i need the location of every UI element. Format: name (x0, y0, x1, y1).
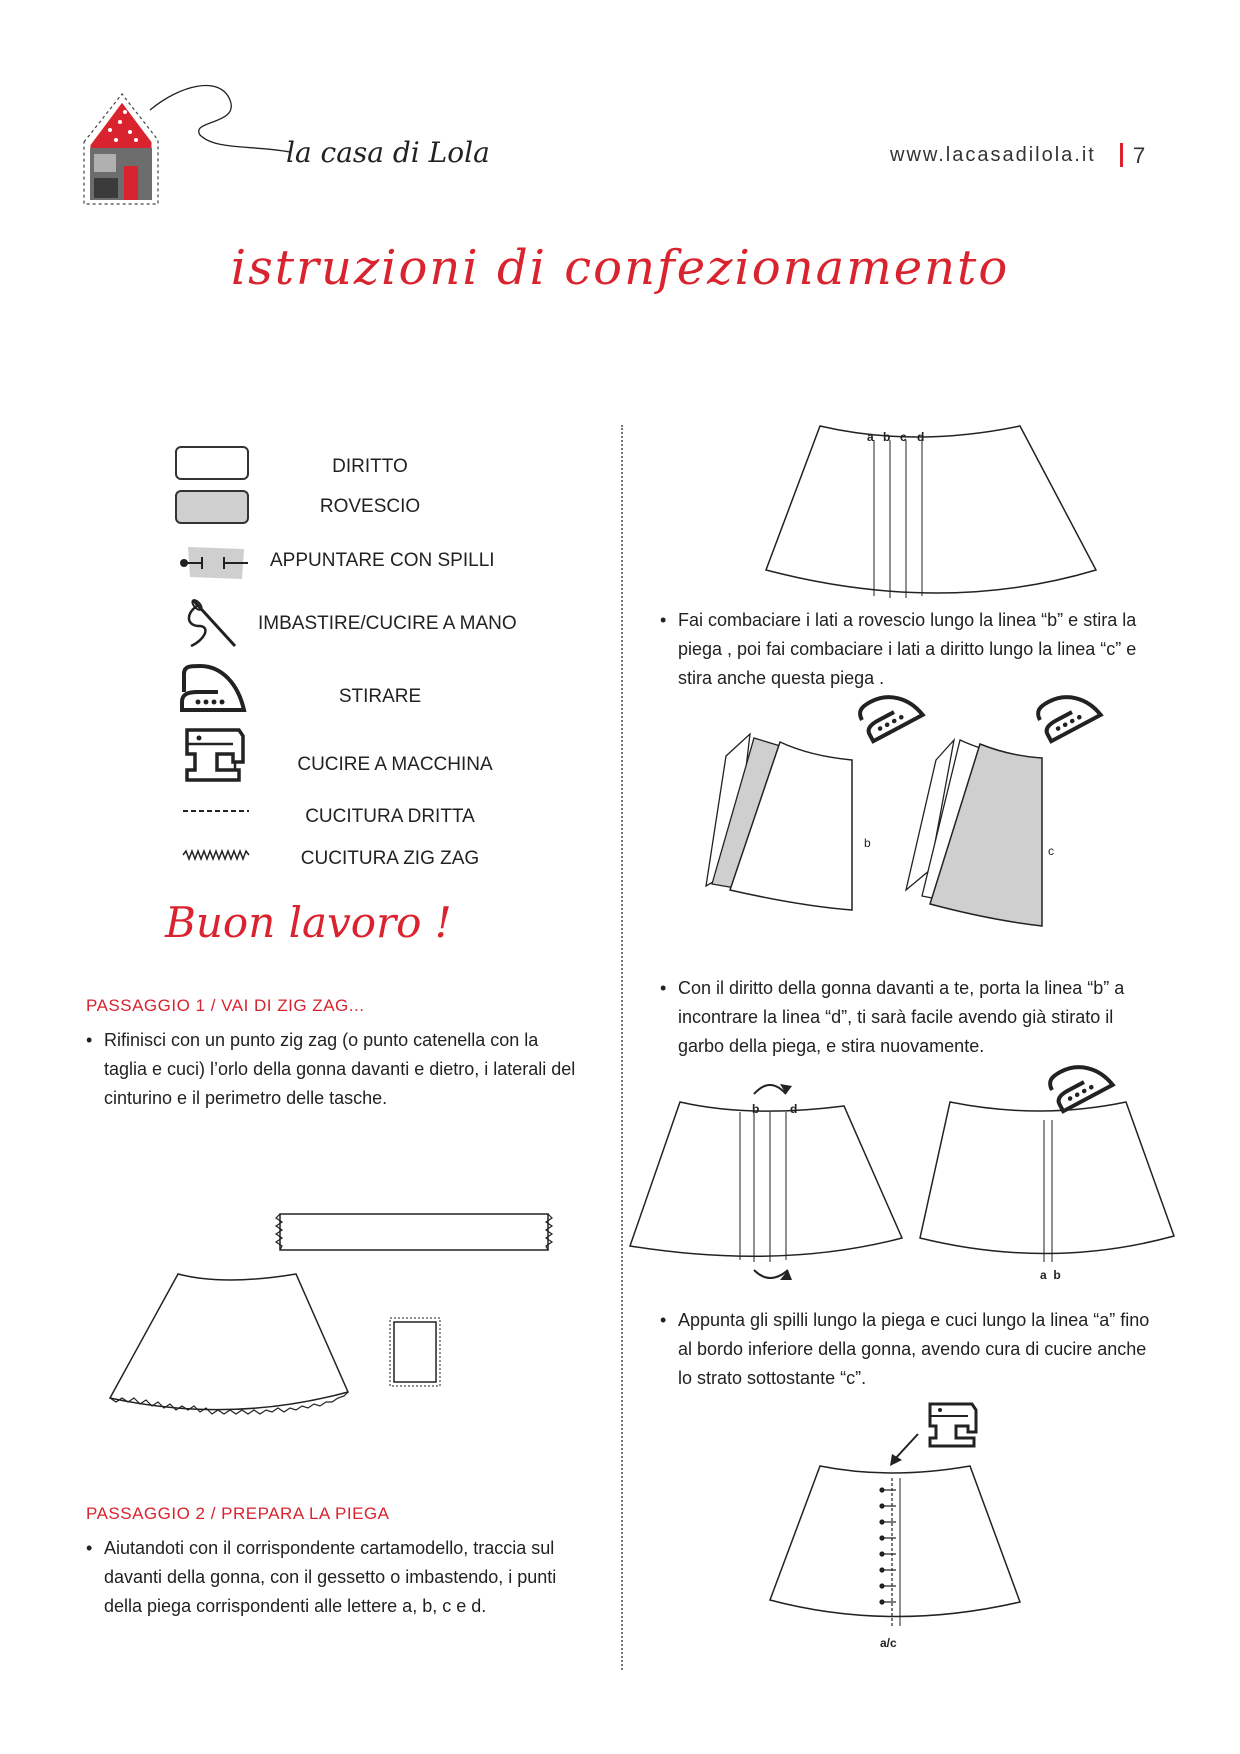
step1-title: PASSAGGIO 1 / VAI DI ZIG ZAG... (86, 996, 365, 1015)
fig1-label-b: b (883, 430, 891, 444)
page-number: 7 (1133, 143, 1146, 168)
instruction1: • Fai combaciare i lati a rovescio lungo la linea “b” e stira la piega , poi fai combaciare i lati a diritto lungo la linea “c” e stira anche questa piega . (660, 606, 1160, 693)
fig3-label-ab: a b (1040, 1268, 1061, 1282)
fig1-skirt-pleat-lines (760, 426, 1160, 610)
fig1-label-d: d (917, 430, 925, 444)
needle-icon (183, 596, 243, 652)
dashed-line-icon (183, 808, 249, 814)
legend-label-rovescio: ROVESCIO (319, 496, 421, 517)
step1-figure (100, 1210, 560, 1430)
fig1-label-a: a (867, 430, 874, 444)
fig1-label-c: c (900, 430, 907, 444)
legend-label-imbastire: IMBASTIRE/CUCIRE A MANO (258, 613, 517, 634)
page-title: istruzioni di confezionamento (230, 240, 1010, 296)
fig2-folded-panels (690, 700, 1150, 930)
legend-label-appuntare: APPUNTARE CON SPILLI (270, 550, 495, 571)
rect-white-icon (175, 446, 249, 480)
brand-name: la casa di Lola (286, 136, 490, 169)
iron-icon (178, 664, 248, 714)
site-url[interactable]: www.lacasadilola.it (890, 144, 1096, 166)
house-logo (80, 80, 260, 220)
step2-text: • Aiutandoti con il corrispondente cartamodello, traccia sul davanti della gonna, con il gessetto o imbastendo, i punti della piega corrispondenti alle lettere a, b, c e d. (86, 1534, 586, 1621)
zigzag-line-icon (183, 850, 249, 860)
fig4-sew-pleat (770, 1396, 1030, 1636)
fig3-label-d: d (790, 1102, 798, 1116)
rect-grey-icon (175, 490, 249, 524)
sewing-machine-icon (183, 724, 249, 784)
instruction2: • Con il diritto della gonna davanti a te, porta la linea “b” a incontrare la linea “d”, ti sarà facile avendo già stirato il garbo della piega, e stira nuovamente. (660, 974, 1160, 1061)
legend-label-diritto: DIRITTO (332, 456, 408, 477)
step2-title: PASSAGGIO 2 / PREPARA LA PIEGA (86, 1504, 390, 1523)
column-divider (621, 425, 623, 1670)
fig3-pleat-fold (630, 1070, 1170, 1290)
fig3-label-b: b (752, 1102, 760, 1116)
instruction3-text: Appunta gli spilli lungo la piega e cuci lungo la linea “a” fino al bordo inferiore della gonna, avendo cura di cucire anche lo strato sottostante “c”. (678, 1310, 1150, 1388)
legend-label-zigzag: CUCITURA ZIG ZAG (300, 848, 480, 869)
legend-label-dritta: CUCITURA DRITTA (305, 806, 475, 827)
fig2-label-c: c (1048, 844, 1054, 858)
closing-text: Buon lavoro ! (165, 898, 452, 947)
pin-icon (178, 545, 250, 581)
page-bar (1120, 143, 1123, 167)
instruction1-text: Fai combaciare i lati a rovescio lungo la linea “b” e stira la piega , poi fai combaciare i lati a diritto lungo la linea “c” e stira anche questa piega . (678, 610, 1137, 688)
legend-label-stirare: STIRARE (338, 686, 422, 707)
fig4-label-ac: a/c (880, 1636, 897, 1650)
instruction2-text: Con il diritto della gonna davanti a te, porta la linea “b” a incontrare la linea “d”, ti sarà facile avendo già stirato il garbo della piega, e stira nuovamente. (678, 978, 1125, 1056)
instruction3: • Appunta gli spilli lungo la piega e cuci lungo la linea “a” fino al bordo inferiore della gonna, avendo cura di cucire anche lo strato sottostante “c”. (660, 1306, 1160, 1393)
fig2-label-b: b (864, 836, 871, 850)
step1-text: • Rifinisci con un punto zig zag (o punto catenella con la taglia e cuci) l’orlo della gonna davanti e dietro, i laterali del cinturino e il perimetro delle tasche. (86, 1026, 586, 1113)
step1-text-body: Rifinisci con un punto zig zag (o punto catenella con la taglia e cuci) l’orlo della gonna davanti e dietro, i laterali del cinturino e il perimetro delle tasche. (104, 1030, 576, 1108)
legend-label-macchina: CUCIRE A MACCHINA (297, 754, 493, 775)
step2-text-body: Aiutandoti con il corrispondente cartamodello, traccia sul davanti della gonna, con il gessetto o imbastendo, i punti della piega corrispondenti alle lettere a, b, c e d. (104, 1538, 557, 1616)
